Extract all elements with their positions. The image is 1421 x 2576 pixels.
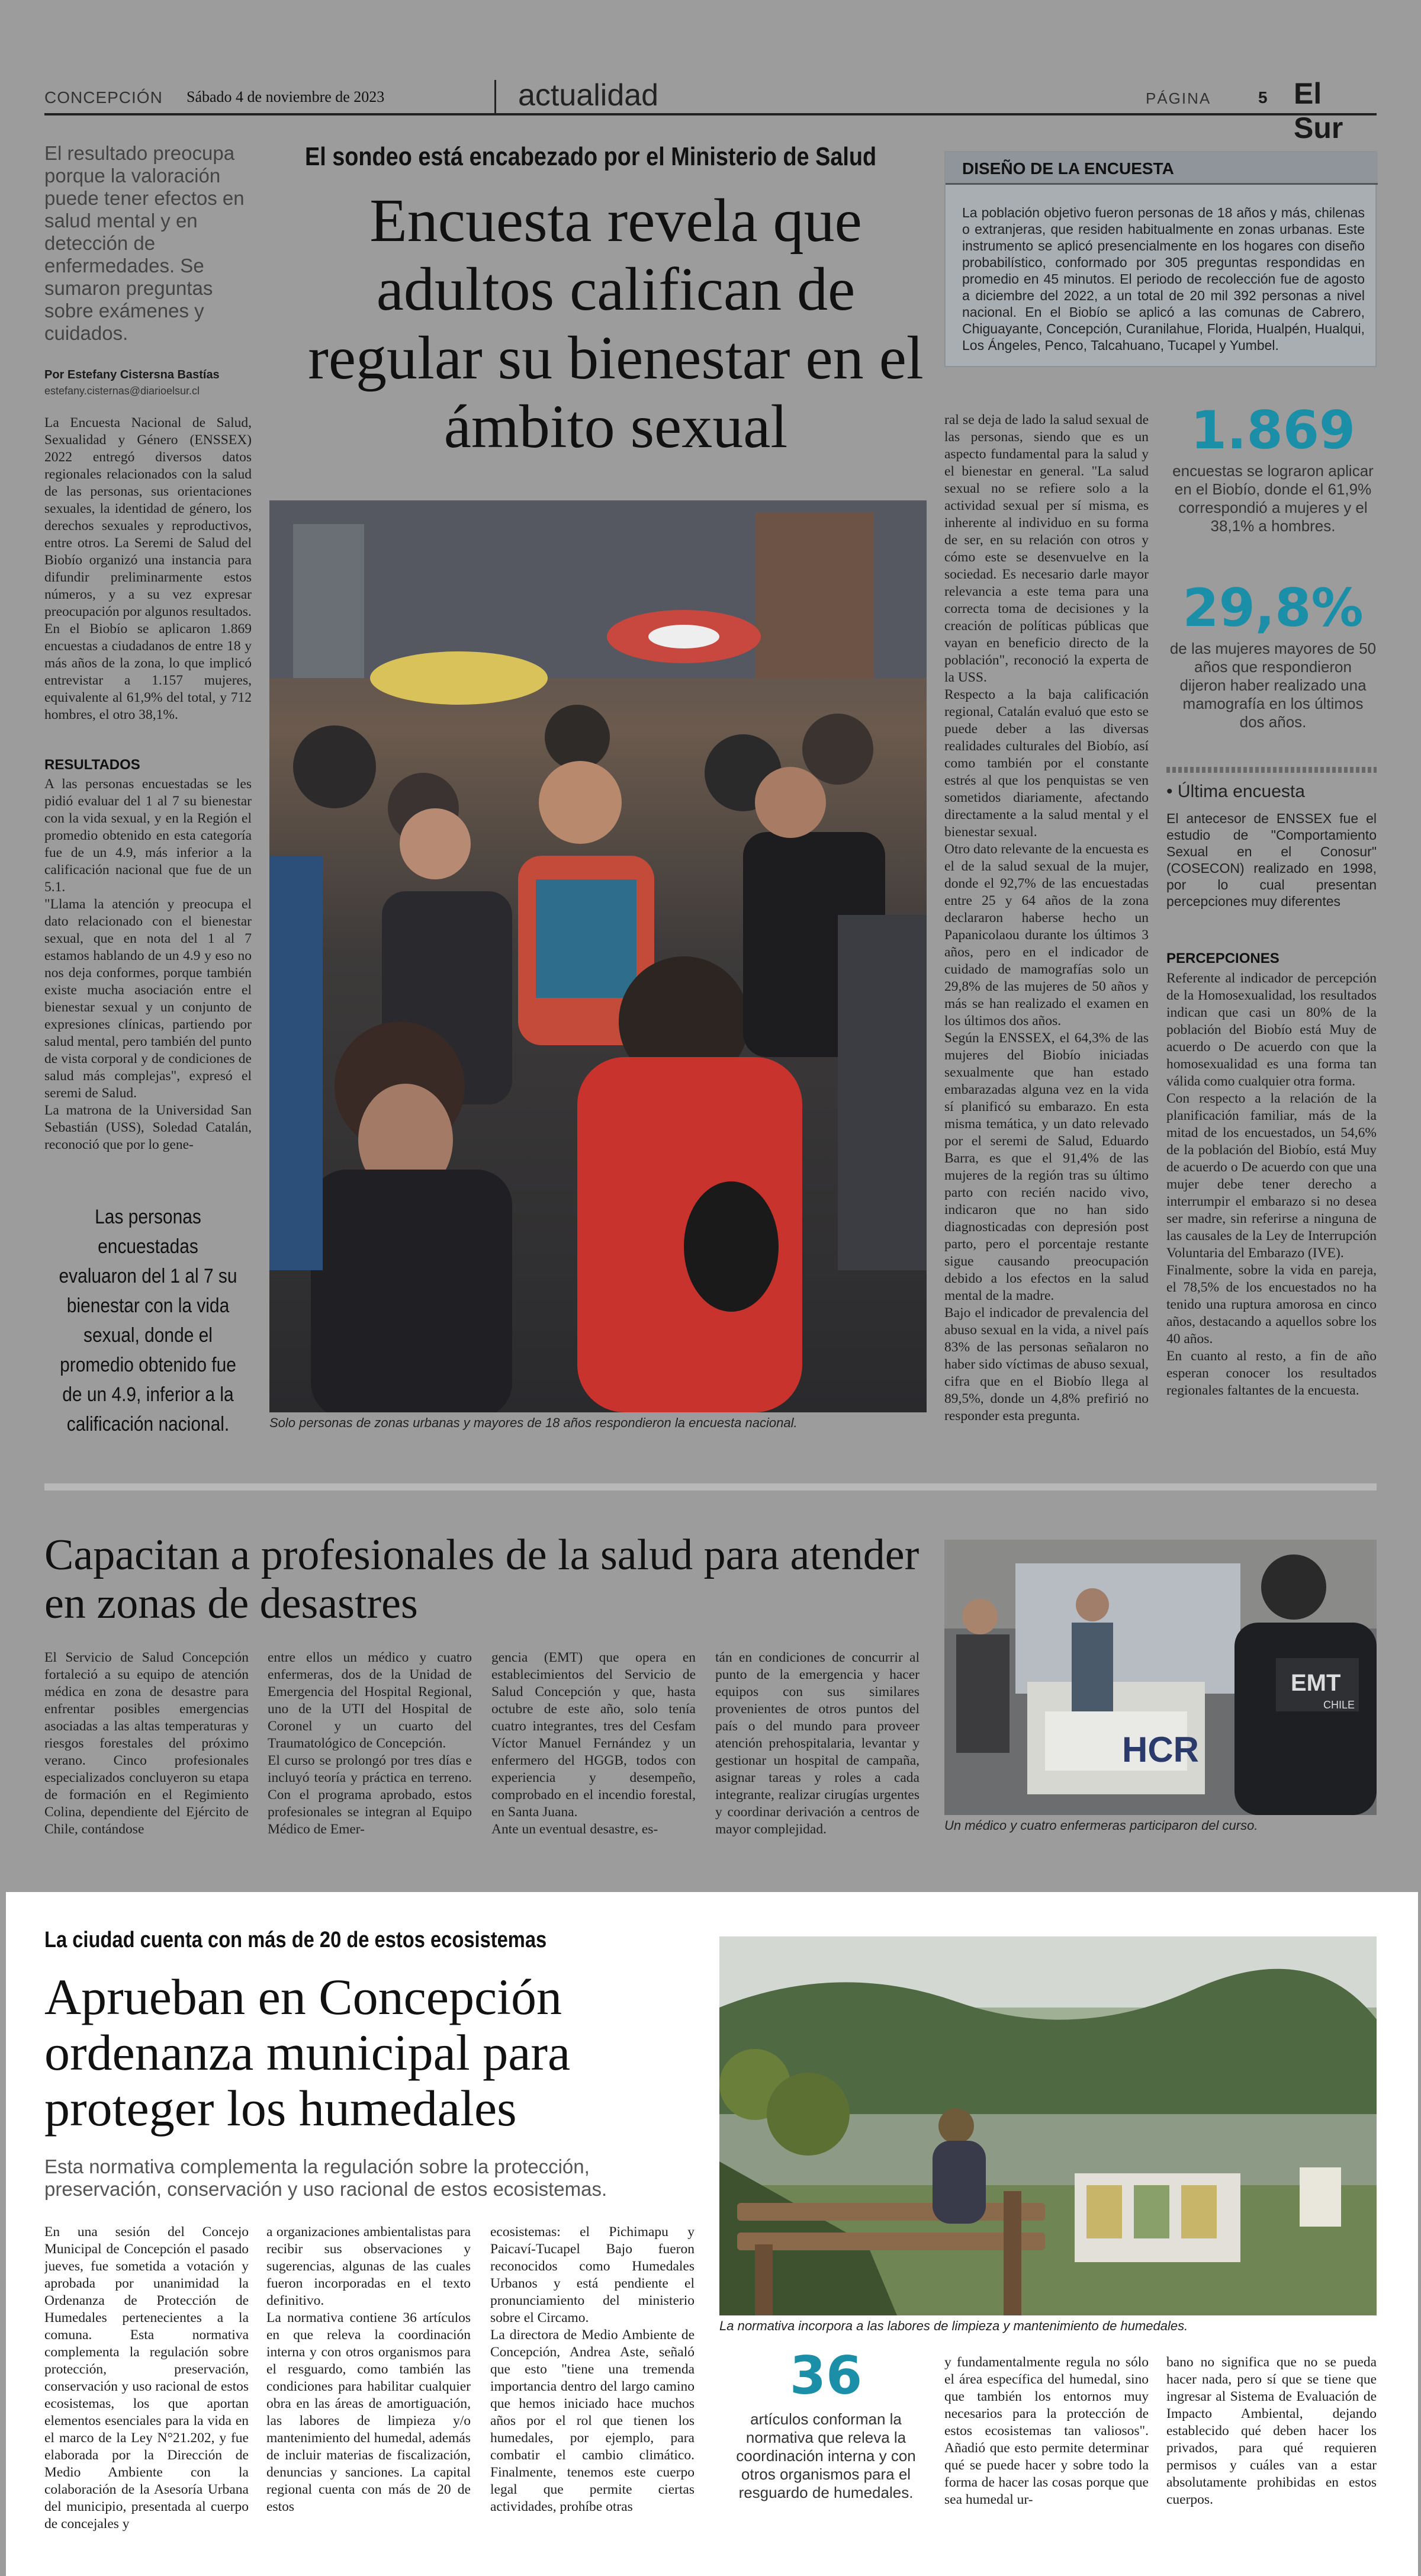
stat1-value: 1.869 bbox=[1190, 400, 1356, 461]
side-head: • Última encuesta bbox=[1166, 782, 1305, 801]
stat2-value: 29,8% bbox=[1182, 577, 1364, 638]
article1-col3-text: ral se deja de lado la salud sexual de las personas, siendo que es un aspecto fundamental para la salud y el bienestar en general. "La salud sexual no se refiere solo a la actividad sexual per sí misma, es inherente al individuo en su forma de ser, en su relación con otros y cómo este se desenvuelve en la sociedad. Es necesario darle mayor relevancia a este tema para una correcta toma de decisiones y la creación de políticas públicas que vayan en beneficio directo de la población", reconoció la experta de la USS. Respecto a la baja calificación regional, Catalán evaluó que esto se puede deber a las diversas realidades culturales del Biobío, así como también por el constante estrés al que los penquistas se ven sometidos diariamente, afectando directamente a la salud mental y el bienestar sexual. Otro dato relevante de la encuesta es el de la salud sexual de la mujer, donde el 92,7% de las encuestadas entre 25 y 64 años de la zona declararon haberse hecho un Papanicolaou durante los últimos 3 años, pero en el indicador de cuidado de mamografías solo un 29,8% de las mujeres de 50 años y más se han realizado el examen en los últimos dos años. Según la ENSSEX, el 64,3% de las mujeres del Biobío iniciadas sexualmente que han estado embarazadas alguna vez en la vida sí planificó su embarazo. En esta misma temática, y un dato relevado por el seremi de Salud, Eduardo Barra, es que el 91,4% de las mujeres de la región tras su último parto con recién nacido vivo, indicaron que no han sido diagnosticadas con depresión post parto, pero el porcentaje restante sigue causando preocupación debido a los efectos en la salud mental de la madre. Bajo el indicador de prevalencia del abuso sexual en la vida, a nivel país 83% de las personas señalaron no haber sido víctimas de abuso sexual, cifra que en el Biobío llega al 89,5%, donde un 4,8% prefirió no responder esta pregunta. bbox=[944, 412, 1149, 1424]
side-head-label: Última encuesta bbox=[1177, 782, 1305, 801]
article2-col2: entre ellos un médico y cuatro enfermeras, dos de la Unidad de Emergencia del Hospital Regional, uno de la UTI del Hospital de Coronel y un cuarto del Traumatológico de Concepción. El curso se prolongó por tres días e incluyó teoría y práctica en terreno. Con el programa aprobado, estos profesionales se integran al Equipo Médico de Emer- bbox=[268, 1650, 472, 1837]
wetland-illustration bbox=[719, 1936, 1377, 2315]
section-divider bbox=[44, 1483, 1377, 1491]
wetland-photo-caption: La normativa incorpora a las labores de limpieza y mantenimiento de humedales. bbox=[719, 2318, 1188, 2333]
survey-design-box bbox=[944, 151, 1377, 367]
article3-col5: bano no significa que no se pueda hacer nada, pero sí que se tiene que ingresar al Sistema de Evaluación de Impacto Ambiental, dejando establecido qué deben hacer los privados, para qué requieren permisos y cuáles van a estar absolutamente prohibidas en estos cuerpos. bbox=[1166, 2355, 1377, 2507]
perceptions-head: PERCEPCIONES bbox=[1166, 950, 1279, 966]
side-text: El antecesor de ENSSEX fue el estudio de "Comportamiento Sexual en el Conosur" (COSECON) realizado en 1998, por lo cual presentan percepciones muy diferentes bbox=[1166, 811, 1377, 909]
article2-col1: El Servicio de Salud Concepción fortaleció a su equipo de atención médica en zona de desastre para enfrentar posibles emergencias asociadas a las altas temperaturas y riesgos forestales del próximo verano. Cinco profesionales especializados concluyeron su etapa de formación en el Regimiento Colina, dependiente del Ejército de Chile, contándose bbox=[44, 1650, 249, 1837]
perceptions-text: Referente al indicador de percepción de la Homosexualidad, los resultados indican que casi un 80% de la población del Biobío está Muy de acuerdo o De acuerdo con que la homosexualidad es una forma tan válida como cualquier otra forma. Con respecto a la relación de la planificación familiar, más de la mitad de los encuestados, un 54,6% de la población del Biobío, está Muy de acuerdo o De acuerdo con que una mujer debe tener derecho a interrumpir el embarazo si no desea ser madre, sin referirse a ninguna de las causales de la Ley de Interrupción Voluntaria del Embarazo (IVE). Finalmente, sobre la vida en pareja, el 78,5% de los encuestados no ha tenido una ruptura amorosa en cinco años, destacando a aquellos sobre los 40 años. En cuanto al resto, a fin de año esperan conocer los resultados regionales faltantes de la encuesta. bbox=[1166, 971, 1377, 1398]
article2-headline: Capacitan a profesionales de la salud para atender en zonas de desastres bbox=[44, 1531, 920, 1628]
vest-country: CHILE bbox=[1323, 1699, 1355, 1711]
dotted-divider bbox=[1166, 767, 1377, 773]
survey-design-title: DISEÑO DE LA ENCUESTA bbox=[962, 159, 1174, 178]
sign-text: HCR bbox=[1122, 1730, 1199, 1769]
header-brand: El Sur bbox=[1294, 77, 1343, 144]
emt-photo bbox=[944, 1540, 1377, 1815]
article3-col1: En una sesión del Concejo Municipal de Concepción el pasado jueves, fue sometida a votación y aprobada por unanimidad la Ordenanza de Protección de Humedales pertenecientes a la comuna. Esta normativa complementa la regulación sobre protección, preservación, conservación y uso racional de estos ecosistemas, los que aportan elementos esenciales para la vida en el marco de la Ley N°21.202, y fue elaborada por la Dirección de Medio Ambiente con la colaboración de la Asesoría Urbana del municipio, presentada al cuerpo de concejales y bbox=[44, 2224, 249, 2532]
article3-stat-value: 36 bbox=[789, 2345, 863, 2406]
article2-col3: gencia (EMT) que opera en establecimientos del Servicio de Salud Concepción y que, hasta octubre de este año, solo tenía cuatro integrantes, tres del Cesfam Víctor Manuel Fernández y un enfermero del HGGB, todos con experiencia y desempeño, comprobado en el incendio forestal, en Santa Juana. Ante un eventual desastre, es- bbox=[491, 1650, 696, 1837]
emt-photo-caption: Un médico y cuatro enfermeras participaron del curso. bbox=[944, 1818, 1258, 1833]
article3-stat-text: artículos conforman la normativa que releva la coordinación interna y con otros organismos para el resguardo de humedales. bbox=[736, 2410, 916, 2501]
article1-headline: Encuesta revela que adultos califican de regular su bienestar en el ámbito sexual bbox=[308, 187, 924, 461]
article3-col4: y fundamentalmente regula no sólo el área específica del humedal, sino que también los entornos muy necesarios para la protección de estos ecosistemas tan valiosos". Añadió que esto permite determinar qué se puede hacer y sobre todo la forma de hacer las cosas porque que sea humedal ur- bbox=[944, 2355, 1149, 2507]
article2-col4: tán en condiciones de concurrir al punto de la emergencia y hacer equipos con sus similares provenientes de otros puntos del país o del mundo para proveer atención prehospitalaria, levantar y gestionar un hospital de campaña, asignar tareas y roles a cada integrante, realizar cirugías urgentes y coordinar derivación a centros de mayor complejidad. bbox=[715, 1650, 920, 1837]
header-divider bbox=[494, 80, 496, 115]
survey-design-text: La población objetivo fueron personas de 18 años y más, chilenas o extranjeras, que residen habitualmente en zonas urbanas. Este instrumento se aplicó presencialmente en los hogares con diseño probabilístico, conformado por 305 preguntas respondidas en promedio en 45 minutos. El periodo de recolección fue de agosto a diciembre del 2022, a un total de 20 mil 392 personas a nivel nacional. En el Biobío se aplicó a las comunas de Cabrero, Chiguayante, Concepción, Curanilahue, Florida, Hualpén, Hualqui, Los Ángeles, Penco, Talcahuano, Tucapel y Yumbel. bbox=[962, 205, 1365, 353]
article3-col3: ecosistemas: el Pichimapu y Paicaví-Tucapel Bajo fueron reconocidos como Humedales Urbanos y está pendiente el pronunciamiento del ministerio sobre el Circamo. La directora de Medio Ambiente de Concepción, Andrea Aste, señaló que esto "tiene una tremenda importancia dentro del largo camino que hemos iniciado hace muchos años por el rol que tienen los humedales, por ejemplo, para combatir el cambio climático. Finalmente, tenemos este cuerpo legal que permite ciertas actividades, prohíbe otras bbox=[490, 2224, 695, 2514]
crowd-illustration bbox=[269, 500, 927, 1412]
crowd-photo-caption: Solo personas de zonas urbanas y mayores de 18 años respondieron la encuesta nacional. bbox=[269, 1415, 798, 1430]
header-date: Sábado 4 de noviembre de 2023 bbox=[187, 88, 385, 105]
article3-kicker: La ciudad cuenta con más de 20 de estos ecosistemas bbox=[44, 1928, 547, 1952]
stat1-text: encuestas se lograron aplicar en el Biobío, donde el 61,9% correspondió a mujeres y el 38,1% a hombres. bbox=[1172, 462, 1374, 535]
article1-col1-text: La Encuesta Nacional de Salud, Sexualidad y Género (ENSSEX) 2022 entregó diversos datos regionales relacionados con la salud de las personas, sus orientaciones sexuales, la identidad de género, los derechos sexuales y reproductivos, entre otros. La Seremi de Salud del Biobío organizó una instancia para difundir preliminarmente estos números, y a su vez expresar preocupación por algunos resultados. En el Biobío se aplicaron 1.869 encuestas a ciudadanos de entre 18 y más años de la zona, lo que implicó entrevistar a 1.157 mujeres, equivalente al 61,9% del total, y 712 hombres, el otro 38,1%. bbox=[44, 415, 252, 722]
page-header bbox=[44, 77, 1377, 144]
article1-col1-text2: A las personas encuestadas se les pidió evaluar del 1 al 7 su bienestar con la vida sexual, y en la Región el promedio obtenido en esta categoría fue de un 4.9, más inferior a la calificación nacional que fue de un 5.1. "Llama la atención y preocupa el dato relacionado con el bienestar sexual, que en nota del 1 al 7 estamos hablando de un 4.9 y eso no nos deja conformes, porque también existe mucha asociación entre el bienestar sexual y un conjunto de expresiones clínicas, partiendo por salud mental, pero también del punto de vista corporal y de condiciones de salud más complejas", expresó el seremi de Salud. La matrona de la Universidad San Sebastián (USS), Soledad Catalán, reconoció que por lo gene- bbox=[44, 776, 252, 1152]
article3-col2: a organizaciones ambientalistas para recibir sus observaciones y sugerencias, algunas de las cuales fueron incorporadas en el texto definitivo. La normativa contiene 36 artículos en que releva la coordinación interna y con otros organismos para el resguardo, como también las condiciones para habilitar cualquier obra en las áreas de amortiguación, las labores de limpieza y/o mantenimiento del humedal, además de incluir materias de fiscalización, denuncias y sanciones. La capital regional cuenta con más de 20 de estos bbox=[266, 2224, 471, 2514]
stat2-text: de las mujeres mayores de 50 años que respondieron dijeron haber realizado una mamografía en los últimos dos años. bbox=[1169, 640, 1377, 731]
header-section: actualidad bbox=[518, 78, 659, 113]
header-page-number: 5 bbox=[1258, 88, 1268, 107]
crowd-photo bbox=[269, 500, 927, 1412]
wetland-photo bbox=[719, 1936, 1377, 2315]
article1-pullquote: Las personas encuestadas evaluaron del 1 al 7 su bienestar con la vida sexual, donde el promedio obtenido fue de un 4.9, inferior a la calificación nacional. bbox=[59, 1206, 237, 1435]
article1-byline: Por Estefany Cistersna Bastías bbox=[44, 368, 220, 381]
header-page-label: PÁGINA bbox=[1146, 89, 1211, 107]
article1-kicker: El sondeo está encabezado por el Ministerio de Salud bbox=[305, 142, 877, 171]
emt-illustration bbox=[944, 1540, 1377, 1815]
article3-dek: Esta normativa complementa la regulación sobre la protección, preservación, conservación y uso racional de estos ecosistemas. bbox=[44, 2156, 607, 2200]
article1-lead: El resultado preocupa porque la valoración puede tener efectos en salud mental y en detección de enfermedades. Se sumaron preguntas sobre exámenes y cuidados. bbox=[44, 142, 245, 344]
article1-col1-subhead: RESULTADOS bbox=[44, 757, 140, 773]
article1-email: estefany.cisternas@diarioelsur.cl bbox=[44, 385, 200, 397]
vest-text: EMT bbox=[1291, 1670, 1341, 1696]
header-location: CONCEPCIÓN bbox=[44, 88, 163, 107]
article3-headline: Aprueban en Concepción ordenanza municipal para proteger los humedales bbox=[44, 1968, 571, 2137]
